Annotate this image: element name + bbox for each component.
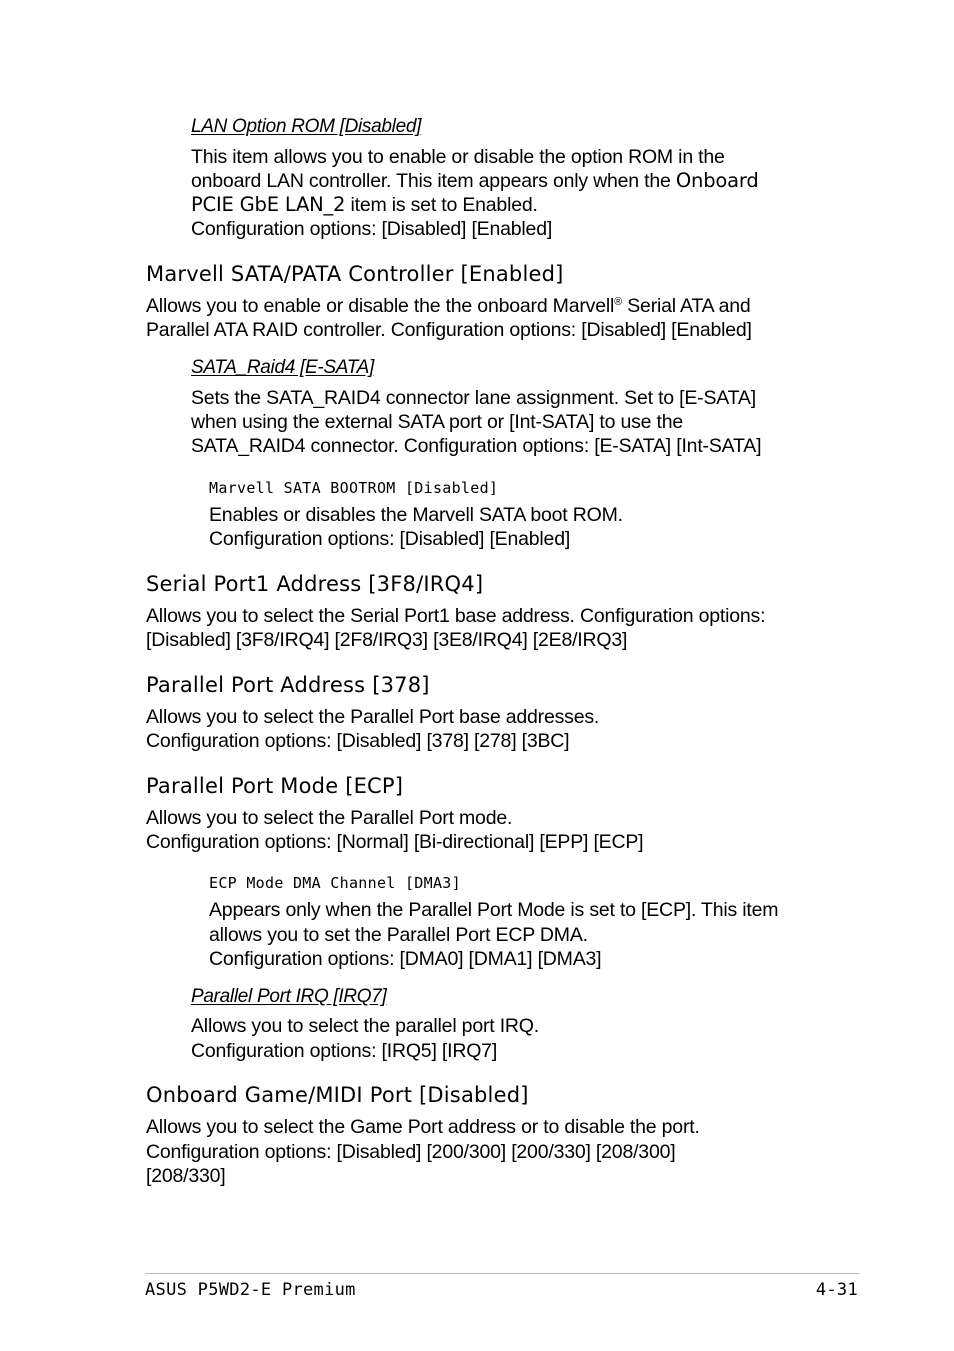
game-midi-line2: Configuration options: [Disabled] [200/300] [200/330] [208/300] — [146, 1141, 676, 1163]
sata-raid4-title: SATA_Raid4 [E-SATA] — [191, 357, 374, 378]
ecp-dma-config: Configuration options: [DMA0] [DMA1] [DMA3] — [209, 948, 602, 970]
marvell-controller-line1-text: Allows you to enable or disable the the onboard Marvell — [146, 295, 615, 317]
game-midi-heading: Onboard Game/MIDI Port [Disabled] — [146, 1083, 529, 1107]
parallel-mode-line1: Allows you to select the Parallel Port mode. — [146, 807, 513, 829]
parallel-irq-title: Parallel Port IRQ [IRQ7] — [191, 986, 387, 1007]
parallel-address-heading: Parallel Port Address [378] — [146, 673, 430, 697]
marvell-bootrom-config: Configuration options: [Disabled] [Enabled] — [209, 528, 571, 550]
marvell-controller-heading: Marvell SATA/PATA Controller [Enabled] — [146, 262, 564, 286]
onboard-keyword: Onboard — [675, 169, 759, 192]
ecp-dma-line1: Appears only when the Parallel Port Mode is set to [ECP]. This item — [209, 899, 779, 921]
game-midi-line1: Allows you to select the Game Port address or to disable the port. — [146, 1116, 700, 1138]
ecp-dma-title: ECP Mode DMA Channel [DMA3] — [209, 874, 461, 892]
marvell-bootrom-title: Marvell SATA BOOTROM [Disabled] — [209, 479, 499, 497]
serial-port1-line2: [Disabled] [3F8/IRQ4] [2F8/IRQ3] [3E8/IRQ4] [2E8/IRQ3] — [146, 629, 628, 651]
marvell-controller-line1-tail: Serial ATA and — [622, 295, 751, 317]
parallel-address-config: Configuration options: [Disabled] [378] [278] [3BC] — [146, 730, 570, 752]
lan-option-rom-line2-text: onboard LAN controller. This item appears only when the — [191, 170, 676, 192]
serial-port1-heading: Serial Port1 Address [3F8/IRQ4] — [146, 572, 484, 596]
marvell-controller-line2: Parallel ATA RAID controller. Configuration options: [Disabled] [Enabled] — [146, 319, 752, 341]
marvell-bootrom-line1: Enables or disables the Marvell SATA boot ROM. — [209, 504, 623, 526]
footer-product-name: ASUS P5WD2-E Premium — [145, 1280, 356, 1300]
sata-raid4-line1: Sets the SATA_RAID4 connector lane assignment. Set to [E-SATA] — [191, 387, 756, 409]
lan-option-rom-config: Configuration options: [Disabled] [Enabled] — [191, 218, 553, 240]
footer-divider — [145, 1273, 859, 1274]
marvell-controller-line1 — [146, 294, 751, 318]
footer-page-number: 4-31 — [815, 1280, 858, 1300]
lan-option-rom-line3 — [191, 193, 538, 217]
lan-option-rom-line3-text: item is set to Enabled. — [345, 194, 538, 216]
registered-mark: ® — [614, 296, 623, 308]
sata-raid4-line3: SATA_RAID4 connector. Configuration options: [E-SATA] [Int-SATA] — [191, 435, 762, 457]
parallel-mode-heading: Parallel Port Mode [ECP] — [146, 774, 404, 798]
ecp-dma-line2: allows you to set the Parallel Port ECP DMA. — [209, 924, 588, 946]
sata-raid4-line2: when using the external SATA port or [Int-SATA] to use the — [191, 411, 684, 433]
lan-option-rom-line1: This item allows you to enable or disable the option ROM in the — [191, 146, 725, 168]
lan-option-rom-title: LAN Option ROM [Disabled] — [191, 116, 422, 137]
pcie-gbe-lan2-keyword: PCIE GbE LAN_2 — [191, 193, 346, 216]
lan-option-rom-line2 — [191, 169, 759, 193]
parallel-irq-line1: Allows you to select the parallel port IRQ. — [191, 1015, 539, 1037]
serial-port1-line1: Allows you to select the Serial Port1 base address. Configuration options: — [146, 605, 766, 627]
parallel-address-line1: Allows you to select the Parallel Port base addresses. — [146, 706, 600, 728]
game-midi-line3: [208/330] — [146, 1165, 226, 1187]
parallel-irq-config: Configuration options: [IRQ5] [IRQ7] — [191, 1040, 498, 1062]
parallel-mode-config: Configuration options: [Normal] [Bi-directional] [EPP] [ECP] — [146, 831, 644, 853]
